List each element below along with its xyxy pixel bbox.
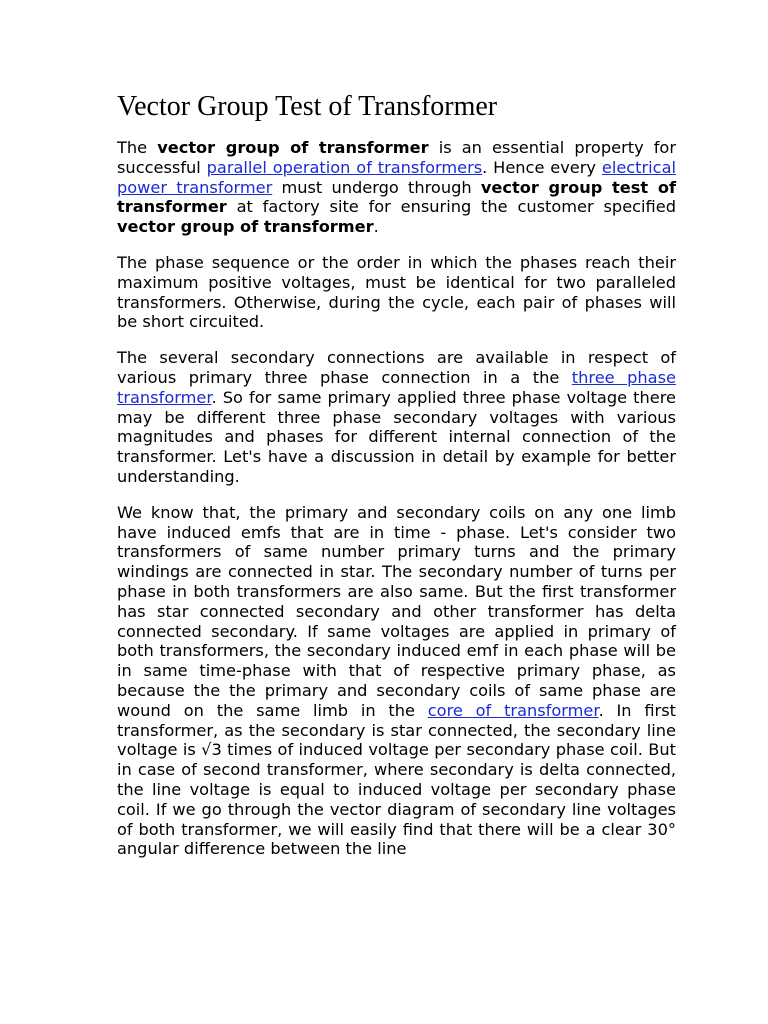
text: The xyxy=(117,138,158,157)
text: . In first transformer, as the secondary is star connected, the secondary line voltage is √3 times of induced voltage per secondary phase coil. But in case of second transformer, where secondary is delta connected, the line voltage is equal to induced voltage per secondary phase coil. If we go through the vector diagram of secondary line voltages of both transformer, we will easily find that there will be a clear 30° angular difference between the line xyxy=(117,700,676,859)
text: . xyxy=(373,217,379,237)
bold-term: vector group of transformer xyxy=(117,217,374,237)
intro-paragraph xyxy=(117,138,676,237)
bold-term: vector group of transformer xyxy=(157,138,429,157)
text: is an essential property for successful xyxy=(117,138,676,177)
link-three-phase-transformer[interactable]: three phase transformer xyxy=(117,367,676,407)
link-parallel-operation[interactable]: parallel operation of transformers xyxy=(206,157,483,177)
text: . Hence every xyxy=(482,157,602,177)
text: The several secondary connections are available in respect of various primary three phase connection in a the xyxy=(117,348,676,387)
text: We know that, the primary and secondary coils on any one limb have induced emfs that are in time - phase. Let's consider two transformers of same number primary turns and the primary windings are connected in star. The secondary number of turns per phase in both transformers are also same. But the first transformer has star connected secondary and other transformer has delta connected secondary. If same voltages are applied in primary of both transformers, the secondary induced emf in each phase will be in same time-phase with that of respective primary phase, as because the the primary and secondary coils of same phase are wound on the same limb in the xyxy=(117,502,676,720)
page-title: Vector Group Test of Transformer xyxy=(117,91,498,122)
example-paragraph xyxy=(117,503,676,859)
bold-term: vector group test of transformer xyxy=(117,177,676,217)
phase-sequence-paragraph: The phase sequence or the order in which the phases reach their maximum positive voltages, must be identical for two paralleled transformers. Otherwise, during the cycle, each pair of phases will be short circuited. xyxy=(117,252,676,332)
link-core-of-transformer[interactable]: core of transformer xyxy=(427,700,599,720)
text: at factory site for ensuring the customer specified xyxy=(226,197,676,217)
text: . So for same primary applied three phase voltage there may be different three phase secondary voltages with various magnitudes and phases for different internal connection of the transformer. Let's have a discussion in detail by example for better understanding. xyxy=(117,387,676,486)
secondary-connections-paragraph xyxy=(117,348,676,487)
document-page xyxy=(117,92,676,875)
text: must undergo through xyxy=(272,177,481,197)
link-electrical-power-transformer[interactable]: electrical power transformer xyxy=(117,157,676,197)
